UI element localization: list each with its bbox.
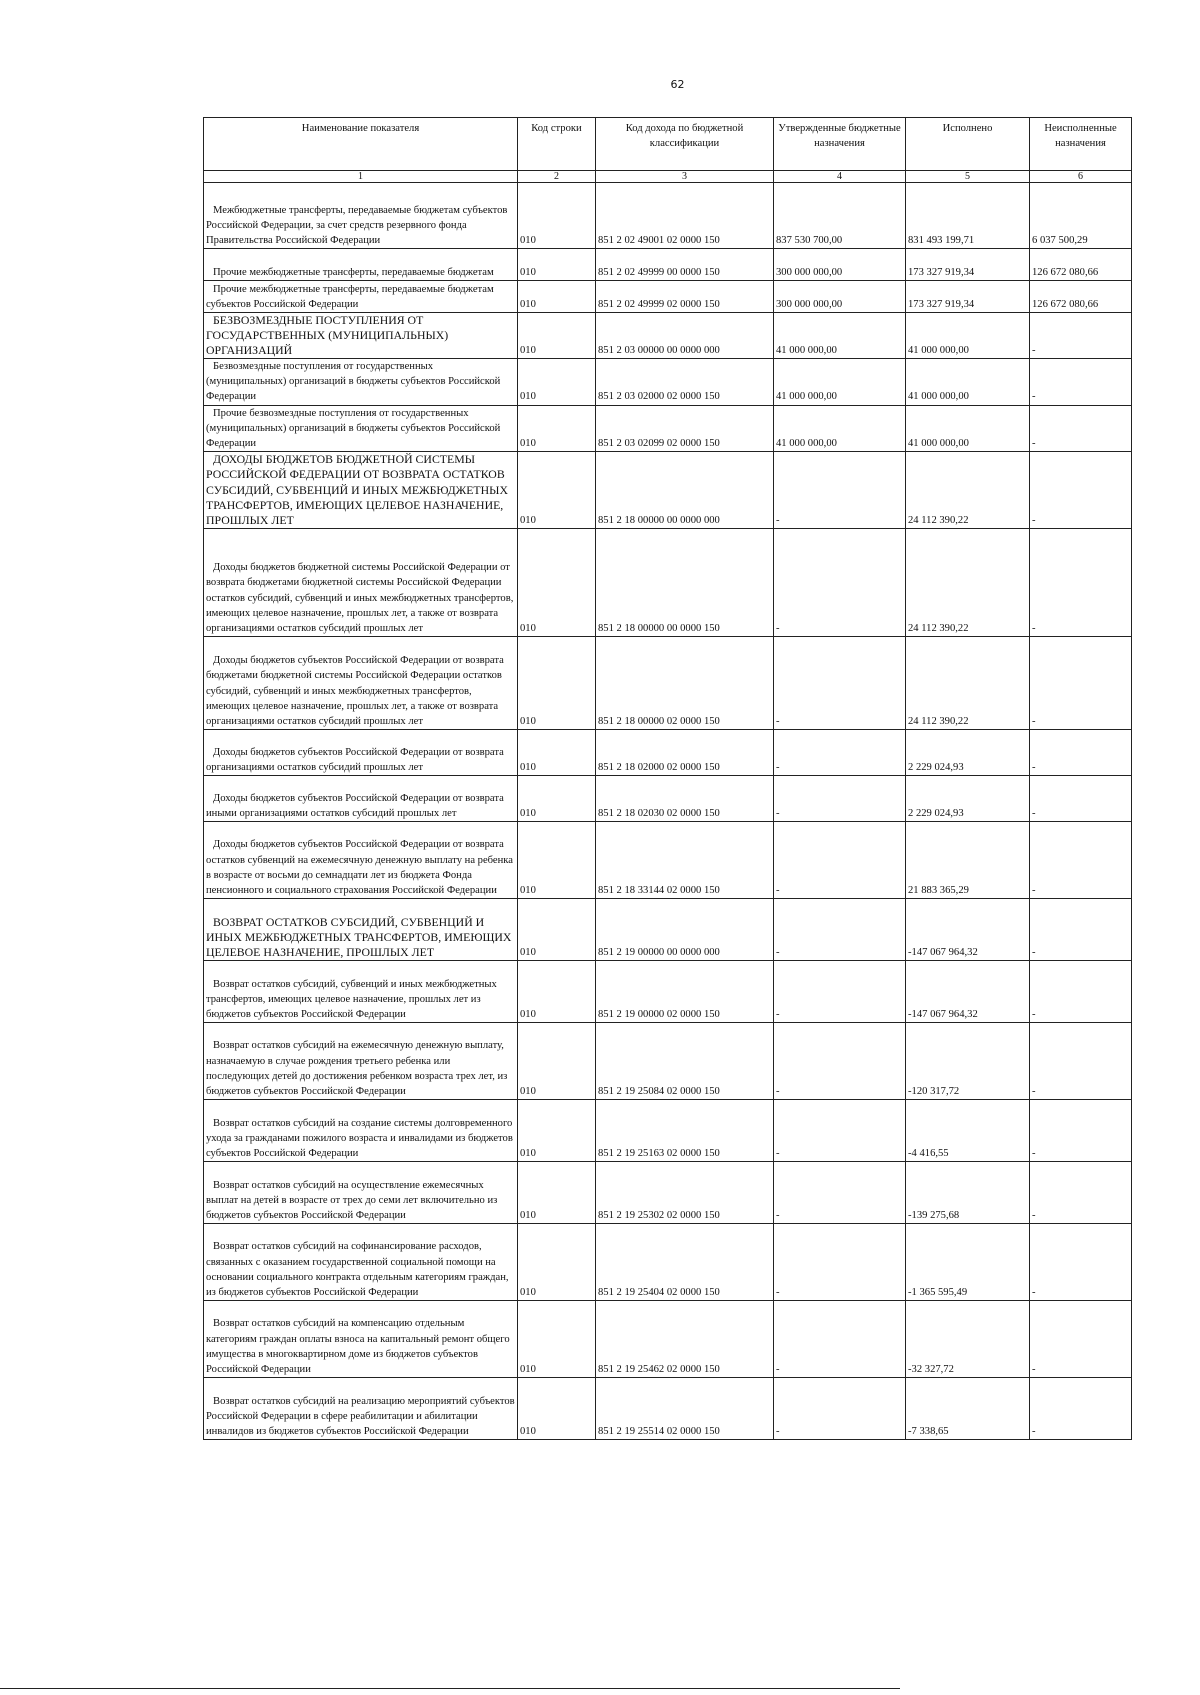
column-number: 6 <box>1030 171 1132 183</box>
header-line-code: Код строки <box>518 118 596 171</box>
header-income-code: Код дохода по бюджетной классификации <box>596 118 774 171</box>
unexecuted-amount: - <box>1030 1022 1132 1099</box>
column-number: 3 <box>596 171 774 183</box>
approved-amount: 300 000 000,00 <box>774 249 906 281</box>
line-code: 010 <box>518 898 596 960</box>
table-row <box>204 775 1132 821</box>
unexecuted-amount: - <box>1030 898 1132 960</box>
table-row <box>204 636 1132 729</box>
line-code: 010 <box>518 359 596 405</box>
table-row <box>204 183 1132 249</box>
executed-amount: -147 067 964,32 <box>906 898 1030 960</box>
approved-amount: 837 530 700,00 <box>774 183 906 249</box>
unexecuted-amount: 126 672 080,66 <box>1030 281 1132 313</box>
line-code: 010 <box>518 1223 596 1300</box>
table-row <box>204 960 1132 1022</box>
unexecuted-amount: - <box>1030 1099 1132 1161</box>
table-body <box>204 183 1132 1440</box>
approved-amount: - <box>774 1161 906 1223</box>
income-code: 851 2 03 02099 02 0000 150 <box>596 405 774 451</box>
indicator-name: Возврат остатков субсидий на осуществление ежемесячных выплат на детей в возрасте от трех до семи лет включительно из бюджетов субъектов Российской Федерации <box>204 1161 518 1223</box>
line-code: 010 <box>518 451 596 528</box>
income-code: 851 2 02 49999 02 0000 150 <box>596 281 774 313</box>
column-number: 2 <box>518 171 596 183</box>
table-row <box>204 1223 1132 1300</box>
line-code: 010 <box>518 821 596 898</box>
income-code: 851 2 18 00000 02 0000 150 <box>596 636 774 729</box>
header-unexecuted: Неисполненные назначения <box>1030 118 1132 171</box>
unexecuted-amount: - <box>1030 359 1132 405</box>
indicator-name: ВОЗВРАТ ОСТАТКОВ СУБСИДИЙ, СУБВЕНЦИЙ И ИНЫХ МЕЖБЮДЖЕТНЫХ ТРАНСФЕРТОВ, ИМЕЮЩИХ ЦЕЛЕВОЕ НАЗНАЧЕНИЕ, ПРОШЛЫХ ЛЕТ <box>204 898 518 960</box>
executed-amount: -32 327,72 <box>906 1300 1030 1377</box>
line-code: 010 <box>518 636 596 729</box>
indicator-name: Возврат остатков субсидий на ежемесячную денежную выплату, назначаемую в случае рождения третьего ребенка или последующих детей до достижения ребенком возраста трех лет, из бюджетов субъектов Российской Федерации <box>204 1022 518 1099</box>
executed-amount: -1 365 595,49 <box>906 1223 1030 1300</box>
line-code: 010 <box>518 1377 596 1439</box>
executed-amount: 24 112 390,22 <box>906 636 1030 729</box>
column-number: 4 <box>774 171 906 183</box>
unexecuted-amount: - <box>1030 451 1132 528</box>
indicator-name: Межбюджетные трансферты, передаваемые бюджетам субъектов Российской Федерации, за счет средств резервного фонда Правительства Российской Федерации <box>204 183 518 249</box>
header-row <box>204 118 1132 171</box>
table-row <box>204 1099 1132 1161</box>
indicator-name: ДОХОДЫ БЮДЖЕТОВ БЮДЖЕТНОЙ СИСТЕМЫ РОССИЙСКОЙ ФЕДЕРАЦИИ ОТ ВОЗВРАТА ОСТАТКОВ СУБСИДИЙ, СУБВЕНЦИЙ И ИНЫХ МЕЖБЮДЖЕТНЫХ ТРАНСФЕРТОВ, ИМЕЮЩИХ ЦЕЛЕВОЕ НАЗНАЧЕНИЕ, ПРОШЛЫХ ЛЕТ <box>204 451 518 528</box>
unexecuted-amount: - <box>1030 313 1132 359</box>
line-code: 010 <box>518 313 596 359</box>
unexecuted-amount: 126 672 080,66 <box>1030 249 1132 281</box>
approved-amount: - <box>774 1377 906 1439</box>
executed-amount: 41 000 000,00 <box>906 313 1030 359</box>
table-row <box>204 249 1132 281</box>
table-row <box>204 1022 1132 1099</box>
executed-amount: 2 229 024,93 <box>906 775 1030 821</box>
indicator-name: Возврат остатков субсидий на создание системы долговременного ухода за гражданами пожилого возраста и инвалидами из бюджетов субъектов Российской Федерации <box>204 1099 518 1161</box>
approved-amount: 41 000 000,00 <box>774 313 906 359</box>
column-number-row <box>204 171 1132 183</box>
line-code: 010 <box>518 1300 596 1377</box>
column-number: 1 <box>204 171 518 183</box>
approved-amount: 300 000 000,00 <box>774 281 906 313</box>
executed-amount: 831 493 199,71 <box>906 183 1030 249</box>
income-code: 851 2 19 25404 02 0000 150 <box>596 1223 774 1300</box>
table-row <box>204 313 1132 359</box>
table-row <box>204 405 1132 451</box>
income-code: 851 2 19 25302 02 0000 150 <box>596 1161 774 1223</box>
income-code: 851 2 19 25084 02 0000 150 <box>596 1022 774 1099</box>
table-row <box>204 729 1132 775</box>
executed-amount: 24 112 390,22 <box>906 451 1030 528</box>
budget-report-table <box>203 117 1132 1440</box>
unexecuted-amount: 6 037 500,29 <box>1030 183 1132 249</box>
income-code: 851 2 19 25462 02 0000 150 <box>596 1300 774 1377</box>
table-row <box>204 1377 1132 1439</box>
unexecuted-amount: - <box>1030 636 1132 729</box>
approved-amount: 41 000 000,00 <box>774 359 906 405</box>
approved-amount: - <box>774 1223 906 1300</box>
approved-amount: - <box>774 451 906 528</box>
executed-amount: 2 229 024,93 <box>906 729 1030 775</box>
indicator-name: Возврат остатков субсидий на софинансирование расходов, связанных с оказанием государственной социальной помощи на основании социального контракта отдельным категориям граждан, из бюджетов субъектов Российской Федерации <box>204 1223 518 1300</box>
executed-amount: 173 327 919,34 <box>906 249 1030 281</box>
indicator-name: Возврат остатков субсидий на реализацию мероприятий субъектов Российской Федерации в сфере реабилитации и абилитации инвалидов из бюджетов субъектов Российской Федерации <box>204 1377 518 1439</box>
line-code: 010 <box>518 249 596 281</box>
approved-amount: 41 000 000,00 <box>774 405 906 451</box>
indicator-name: Доходы бюджетов субъектов Российской Федерации от возврата организациями остатков субсидий прошлых лет <box>204 729 518 775</box>
unexecuted-amount: - <box>1030 960 1132 1022</box>
approved-amount: - <box>774 528 906 636</box>
indicator-name: Доходы бюджетов бюджетной системы Российской Федерации от возврата бюджетами бюджетной системы Российской Федерации остатков субсидий, субвенций и иных межбюджетных трансфертов, имеющих целевое назначение, прошлых лет, а также от возврата организациями остатков субсидий прошлых лет <box>204 528 518 636</box>
column-number: 5 <box>906 171 1030 183</box>
header-executed: Исполнено <box>906 118 1030 171</box>
unexecuted-amount: - <box>1030 528 1132 636</box>
executed-amount: 24 112 390,22 <box>906 528 1030 636</box>
executed-amount: -120 317,72 <box>906 1022 1030 1099</box>
income-code: 851 2 03 00000 00 0000 000 <box>596 313 774 359</box>
table-row <box>204 1300 1132 1377</box>
page-number: 62 <box>670 78 685 91</box>
approved-amount: - <box>774 1099 906 1161</box>
indicator-name: Прочие безвозмездные поступления от государственных (муниципальных) организаций в бюджеты субъектов Российской Федерации <box>204 405 518 451</box>
approved-amount: - <box>774 1300 906 1377</box>
line-code: 010 <box>518 775 596 821</box>
income-code: 851 2 19 00000 00 0000 000 <box>596 898 774 960</box>
indicator-name: Возврат остатков субсидий на компенсацию отдельным категориям граждан оплаты взноса на капитальный ремонт общего имущества в многоквартирном доме из бюджетов субъектов Российской Федерации <box>204 1300 518 1377</box>
unexecuted-amount: - <box>1030 729 1132 775</box>
table-row <box>204 821 1132 898</box>
executed-amount: 41 000 000,00 <box>906 359 1030 405</box>
income-code: 851 2 19 00000 02 0000 150 <box>596 960 774 1022</box>
header-approved: Утвержденные бюджетные назначения <box>774 118 906 171</box>
line-code: 010 <box>518 528 596 636</box>
unexecuted-amount: - <box>1030 1161 1132 1223</box>
unexecuted-amount: - <box>1030 405 1132 451</box>
approved-amount: - <box>774 775 906 821</box>
line-code: 010 <box>518 405 596 451</box>
line-code: 010 <box>518 1022 596 1099</box>
income-code: 851 2 19 25163 02 0000 150 <box>596 1099 774 1161</box>
income-code: 851 2 18 00000 00 0000 150 <box>596 528 774 636</box>
table-row <box>204 359 1132 405</box>
line-code: 010 <box>518 729 596 775</box>
line-code: 010 <box>518 281 596 313</box>
line-code: 010 <box>518 1099 596 1161</box>
indicator-name: БЕЗВОЗМЕЗДНЫЕ ПОСТУПЛЕНИЯ ОТ ГОСУДАРСТВЕННЫХ (МУНИЦИПАЛЬНЫХ) ОРГАНИЗАЦИЙ <box>204 313 518 359</box>
executed-amount: -139 275,68 <box>906 1161 1030 1223</box>
approved-amount: - <box>774 636 906 729</box>
executed-amount: -4 416,55 <box>906 1099 1030 1161</box>
approved-amount: - <box>774 898 906 960</box>
indicator-name: Прочие межбюджетные трансферты, передаваемые бюджетам <box>204 249 518 281</box>
executed-amount: -147 067 964,32 <box>906 960 1030 1022</box>
indicator-name: Доходы бюджетов субъектов Российской Федерации от возврата остатков субвенций на ежемесячную денежную выплату на ребенка в возрасте от восьми до семнадцати лет из бюджета Фонда пенсионного и социального страхования Российской Федерации <box>204 821 518 898</box>
income-code: 851 2 02 49001 02 0000 150 <box>596 183 774 249</box>
executed-amount: 21 883 365,29 <box>906 821 1030 898</box>
unexecuted-amount: - <box>1030 1223 1132 1300</box>
indicator-name: Прочие межбюджетные трансферты, передаваемые бюджетам субъектов Российской Федерации <box>204 281 518 313</box>
approved-amount: - <box>774 1022 906 1099</box>
approved-amount: - <box>774 960 906 1022</box>
income-code: 851 2 18 33144 02 0000 150 <box>596 821 774 898</box>
income-code: 851 2 03 02000 02 0000 150 <box>596 359 774 405</box>
header-indicator-name: Наименование показателя <box>204 118 518 171</box>
table-row <box>204 451 1132 528</box>
table-row <box>204 528 1132 636</box>
indicator-name: Доходы бюджетов субъектов Российской Федерации от возврата бюджетами бюджетной системы Российской Федерации остатков субсидий, субвенций и иных межбюджетных трансфертов, имеющих целевое назначение, прошлых лет, а также от возврата организациями остатков субсидий прошлых лет <box>204 636 518 729</box>
executed-amount: 173 327 919,34 <box>906 281 1030 313</box>
income-code: 851 2 18 02030 02 0000 150 <box>596 775 774 821</box>
page-bottom-rule <box>0 1688 900 1689</box>
line-code: 010 <box>518 183 596 249</box>
unexecuted-amount: - <box>1030 775 1132 821</box>
table-row <box>204 898 1132 960</box>
executed-amount: -7 338,65 <box>906 1377 1030 1439</box>
table-row <box>204 281 1132 313</box>
unexecuted-amount: - <box>1030 1377 1132 1439</box>
income-code: 851 2 18 02000 02 0000 150 <box>596 729 774 775</box>
line-code: 010 <box>518 960 596 1022</box>
income-code: 851 2 18 00000 00 0000 000 <box>596 451 774 528</box>
table-row <box>204 1161 1132 1223</box>
income-code: 851 2 19 25514 02 0000 150 <box>596 1377 774 1439</box>
indicator-name: Безвозмездные поступления от государственных (муниципальных) организаций в бюджеты субъектов Российской Федерации <box>204 359 518 405</box>
approved-amount: - <box>774 821 906 898</box>
indicator-name: Доходы бюджетов субъектов Российской Федерации от возврата иными организациями остатков субсидий прошлых лет <box>204 775 518 821</box>
unexecuted-amount: - <box>1030 821 1132 898</box>
executed-amount: 41 000 000,00 <box>906 405 1030 451</box>
line-code: 010 <box>518 1161 596 1223</box>
unexecuted-amount: - <box>1030 1300 1132 1377</box>
income-code: 851 2 02 49999 00 0000 150 <box>596 249 774 281</box>
indicator-name: Возврат остатков субсидий, субвенций и иных межбюджетных трансфертов, имеющих целевое назначение, прошлых лет из бюджетов субъектов Российской Федерации <box>204 960 518 1022</box>
approved-amount: - <box>774 729 906 775</box>
